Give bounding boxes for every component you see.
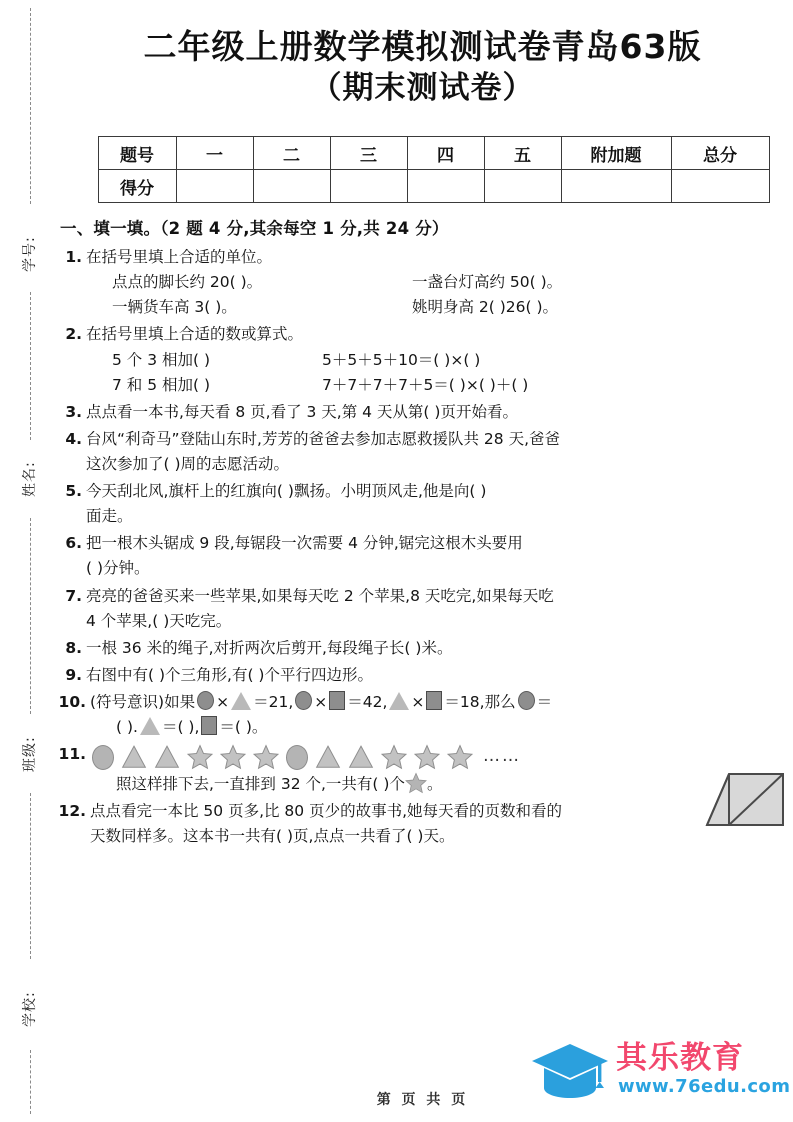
- question-blank-text[interactable]: ＝( )。: [219, 718, 268, 737]
- star-symbol-icon: [220, 744, 246, 770]
- multiply-sign: ×: [314, 692, 328, 711]
- question-body: [90, 690, 777, 740]
- question-body: [86, 322, 777, 397]
- margin-dash-line: [30, 8, 31, 204]
- question-body: [86, 636, 777, 661]
- margin-dash-line: [30, 292, 31, 440]
- score-cell-extra[interactable]: [561, 170, 671, 203]
- question-body: [86, 531, 777, 581]
- question-number: 8.: [65, 638, 82, 657]
- question-body: [90, 799, 777, 849]
- question-text: 把一根木头锯成 9 段,每锯段一次需要 4 分钟,锯完这根木头要用: [86, 534, 523, 553]
- question-number: 3.: [65, 402, 82, 421]
- question-text: 台风“利奇马”登陆山东时,芳芳的爸爸去参加志愿救援队共 28 天,爸爸: [86, 429, 560, 448]
- score-cell-1[interactable]: [176, 170, 253, 203]
- score-cell-5[interactable]: [484, 170, 561, 203]
- question-text-symbolic: [90, 772, 777, 797]
- question-item: [56, 584, 777, 634]
- question-text[interactable]: ( )分钟。: [86, 559, 150, 578]
- score-cell-total[interactable]: [671, 170, 769, 203]
- page-subtitle: （期末测试卷）: [310, 70, 535, 107]
- question-text-symbolic: [90, 715, 777, 740]
- margin-dash-line: [30, 1050, 31, 1114]
- question-text: 亮亮的爸爸买来一些苹果,如果每天吃 2 个苹果,8 天吃完,如果每天吃: [86, 586, 554, 605]
- circle-symbol-icon: [286, 745, 308, 770]
- square-symbol-icon: [201, 716, 217, 735]
- star-symbol-icon: [447, 744, 473, 770]
- question-blank-text[interactable]: 照这样排下去,一直排到 32 个,一共有( )个: [116, 775, 405, 794]
- question-item: [56, 245, 777, 320]
- question-text: 。: [426, 775, 443, 794]
- question-number: 10.: [58, 692, 86, 711]
- question-item: [56, 636, 777, 661]
- margin-label-name: 姓名:: [22, 461, 38, 497]
- parallelogram-figure: [703, 768, 787, 830]
- question-blank-text[interactable]: 一盏台灯高约 50( )。: [412, 273, 563, 292]
- question-blank-text[interactable]: 5＋5＋5＋10＝( )×( ): [322, 350, 481, 369]
- question-text[interactable]: 一根 36 米的绳子,对折两次后剪开,每段绳子长( )米。: [86, 638, 453, 657]
- exam-page: [52, 0, 793, 1122]
- star-symbol-icon: [414, 744, 440, 770]
- question-number: 5.: [65, 482, 82, 501]
- triangle-symbol-icon: [389, 692, 409, 710]
- question-text[interactable]: 今天刮北风,旗杆上的红旗向( )飘扬。小明顶风走,他是向( ): [86, 482, 487, 501]
- question-blank-text[interactable]: 7＋7＋7＋7＋5＝( )×( )＋( ): [322, 375, 529, 394]
- page-title: 二年级上册数学模拟测试卷青岛63版: [143, 27, 702, 66]
- question-item: [56, 400, 777, 425]
- questions-content: [52, 215, 793, 849]
- question-blank-text[interactable]: 点点的脚长约 20( )。: [112, 273, 263, 292]
- question-text: 面走。: [86, 507, 133, 526]
- question-item: [56, 799, 777, 849]
- question-number: 4.: [65, 429, 82, 448]
- margin-label-school: 学校:: [22, 991, 38, 1027]
- score-table-header-4: 四: [407, 137, 484, 170]
- score-table-header-label: 题号: [98, 137, 176, 170]
- question-blank-text[interactable]: 一辆货车高 3( )。: [112, 298, 237, 317]
- square-symbol-icon: [426, 691, 442, 710]
- score-cell-2[interactable]: [253, 170, 330, 203]
- watermark-text: [616, 1039, 791, 1097]
- question-blank-text[interactable]: 7 和 5 相加( ): [112, 375, 211, 394]
- question-text: (符号意识)如果: [90, 692, 196, 711]
- question-text[interactable]: 右图中有( )个三角形,有( )个平行四边形。: [86, 665, 373, 684]
- triangle-symbol-icon: [154, 744, 180, 770]
- table-row-score: [98, 170, 769, 203]
- score-cell-4[interactable]: [407, 170, 484, 203]
- watermark-url: www.76edu.com: [618, 1075, 791, 1097]
- page-footer: 第 页 共 页: [376, 1092, 469, 1108]
- question-number: 2.: [65, 325, 82, 344]
- score-table-header-total: 总分: [671, 137, 769, 170]
- triangle-symbol-icon: [348, 744, 374, 770]
- question-blank-text[interactable]: 5 个 3 相加( ): [112, 350, 211, 369]
- question-number: 7.: [65, 586, 82, 605]
- question-body: [86, 427, 777, 477]
- question-subline: [86, 373, 777, 398]
- question-blank-text[interactable]: ＝( ),: [161, 718, 200, 737]
- star-symbol-icon: [405, 772, 427, 794]
- score-table-header-extra: 附加题: [561, 137, 671, 170]
- question-item: [56, 663, 777, 688]
- question-body: [86, 663, 777, 688]
- page-title-block: [52, 0, 793, 110]
- question-subline: [86, 295, 777, 320]
- question-subline: [86, 348, 777, 373]
- star-symbol-icon: [253, 744, 279, 770]
- multiply-sign: ×: [411, 692, 425, 711]
- margin-label-strip: [0, 0, 52, 1122]
- question-blank-text[interactable]: ( ).: [116, 718, 138, 737]
- question-number: 12.: [58, 802, 86, 821]
- question-text[interactable]: 4 个苹果,( )天吃完。: [86, 611, 232, 630]
- question-number: 11.: [58, 745, 86, 764]
- triangle-symbol-icon: [231, 692, 251, 710]
- score-table-header-1: 一: [176, 137, 253, 170]
- margin-label-student-id: 学号:: [22, 236, 38, 272]
- question-prompt: 在括号里填上合适的数或算式。: [86, 325, 304, 344]
- question-text: 点点看完一本比 50 页多,比 80 页少的故事书,她每天看的页数和看的: [90, 802, 563, 821]
- triangle-symbol-icon: [140, 717, 160, 735]
- question-text[interactable]: 天数同样多。这本书一共有( )页,点点一共看了( )天。: [90, 827, 455, 846]
- score-table-wrapper: [98, 136, 748, 203]
- multiply-sign: ×: [216, 692, 230, 711]
- circle-symbol-icon: [92, 745, 114, 770]
- shape-pattern-sequence: [90, 742, 777, 772]
- margin-dash-line: [30, 518, 31, 714]
- table-row-header: [98, 137, 769, 170]
- question-body: [86, 479, 777, 529]
- question-body: [86, 584, 777, 634]
- question-text[interactable]: 这次参加了( )周的志愿活动。: [86, 454, 290, 473]
- margin-label-class: 班级:: [22, 736, 38, 772]
- question-number: 9.: [65, 665, 82, 684]
- question-text: ＝21,: [253, 692, 294, 711]
- question-text: ＝18,那么: [444, 692, 516, 711]
- question-prompt: 在括号里填上合适的单位。: [86, 248, 273, 267]
- question-text: ＝42,: [347, 692, 388, 711]
- question-subline: [86, 270, 777, 295]
- section-heading-one: 一、填一填。（2 题 4 分,其余每空 1 分,共 24 分）: [60, 219, 449, 239]
- score-cell-3[interactable]: [330, 170, 407, 203]
- question-item: [56, 742, 777, 797]
- question-item: [56, 690, 777, 740]
- score-table-header-3: 三: [330, 137, 407, 170]
- score-table-score-label: 得分: [98, 170, 176, 203]
- score-table: [98, 136, 770, 203]
- ellipsis-text: ……: [483, 746, 521, 767]
- circle-symbol-icon: [518, 691, 535, 710]
- question-text-symbolic: [90, 690, 777, 715]
- question-item: [56, 322, 777, 397]
- question-blank-text[interactable]: 姚明身高 2( )26( )。: [412, 298, 559, 317]
- question-text: ＝: [536, 692, 553, 711]
- score-table-header-5: 五: [484, 137, 561, 170]
- question-text[interactable]: 点点看一本书,每天看 8 页,看了 3 天,第 4 天从第( )页开始看。: [86, 402, 518, 421]
- question-item: [56, 479, 777, 529]
- score-table-header-2: 二: [253, 137, 330, 170]
- circle-symbol-icon: [197, 691, 214, 710]
- question-body: [86, 245, 777, 320]
- question-item: [56, 427, 777, 477]
- question-body: [90, 742, 777, 797]
- question-item: [56, 531, 777, 581]
- star-symbol-icon: [381, 744, 407, 770]
- watermark-brand: 其乐教育: [616, 1039, 744, 1076]
- question-number: 1.: [65, 248, 82, 267]
- star-symbol-icon: [187, 744, 213, 770]
- triangle-symbol-icon: [315, 744, 341, 770]
- circle-symbol-icon: [295, 691, 312, 710]
- margin-dash-line: [30, 793, 31, 959]
- triangle-symbol-icon: [121, 744, 147, 770]
- question-body: [86, 400, 777, 425]
- square-symbol-icon: [329, 691, 345, 710]
- question-number: 6.: [65, 534, 82, 553]
